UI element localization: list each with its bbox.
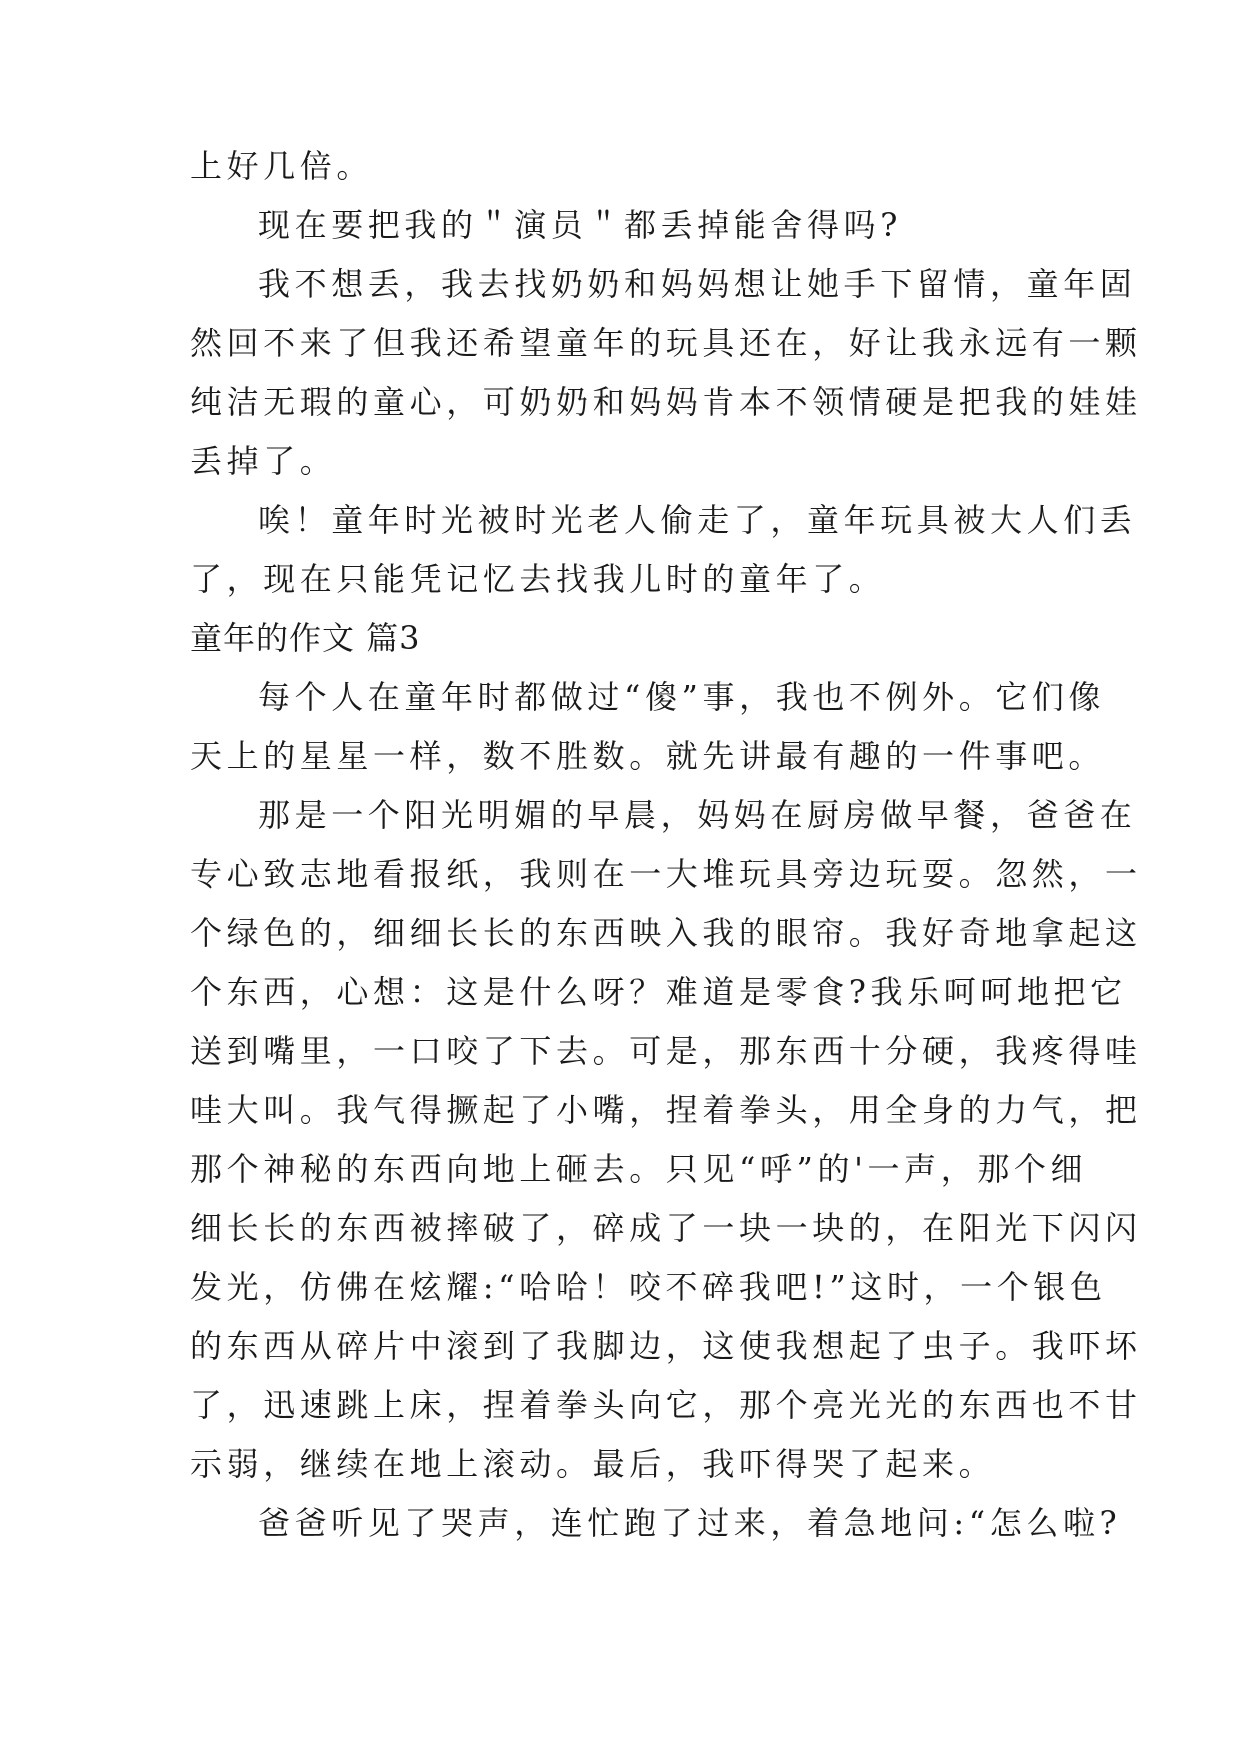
section-heading: 童年的作文 篇3 bbox=[190, 619, 421, 657]
text-line: 丢掉了。 bbox=[190, 442, 337, 480]
paragraph-first-line: 现在要把我的＂演员＂都丢掉能舍得吗? bbox=[258, 206, 902, 244]
paragraph-first-line: 唉！童年时光被时光老人偷走了，童年玩具被大人们丢 bbox=[258, 501, 1137, 539]
paragraph-first-line: 那是一个阳光明媚的早晨，妈妈在厨房做早餐，爸爸在 bbox=[258, 796, 1137, 834]
text-line: 的东西从碎片中滚到了我脚边，这使我想起了虫子。我吓坏 bbox=[190, 1327, 1142, 1365]
text-line: 发光，仿佛在炫耀:“哈哈！咬不碎我吧!”这时，一个银色 bbox=[190, 1268, 1107, 1306]
text-line: 了，现在只能凭记忆去找我儿时的童年了。 bbox=[190, 560, 886, 598]
text-line: 上好几倍。 bbox=[190, 147, 374, 185]
text-line: 送到嘴里，一口咬了下去。可是，那东西十分硬，我疼得哇 bbox=[190, 1032, 1142, 1070]
text-line: 专心致志地看报纸，我则在一大堆玩具旁边玩耍。忽然，一 bbox=[190, 855, 1142, 893]
paragraph-first-line: 我不想丢，我去找奶奶和妈妈想让她手下留情，童年固 bbox=[258, 265, 1137, 303]
text-line: 细长长的东西被摔破了，碎成了一块一块的，在阳光下闪闪 bbox=[190, 1209, 1142, 1247]
text-line: 个东西，心想：这是什么呀？难道是零食?我乐呵呵地把它 bbox=[190, 973, 1127, 1011]
text-line: 然回不来了但我还希望童年的玩具还在，好让我永远有一颗 bbox=[190, 324, 1142, 362]
paragraph-first-line: 每个人在童年时都做过“傻”事，我也不例外。它们像 bbox=[258, 678, 1106, 716]
text-line: 哇大叫。我气得撅起了小嘴，捏着拳头，用全身的力气，把 bbox=[190, 1091, 1142, 1129]
text-line: 天上的星星一样，数不胜数。就先讲最有趣的一件事吧。 bbox=[190, 737, 1106, 775]
paragraph-first-line: 爸爸听见了哭声，连忙跑了过来，着急地问:“怎么啦? bbox=[258, 1504, 1122, 1542]
text-line: 那个神秘的东西向地上砸去。只见“呼”的'一声，那个细 bbox=[190, 1150, 1088, 1188]
text-line: 纯洁无瑕的童心，可奶奶和妈妈肯本不领情硬是把我的娃娃 bbox=[190, 383, 1142, 421]
text-line: 示弱，继续在地上滚动。最后，我吓得哭了起来。 bbox=[190, 1445, 996, 1483]
text-line: 了，迅速跳上床，捏着拳头向它，那个亮光光的东西也不甘 bbox=[190, 1386, 1142, 1424]
text-line: 个绿色的，细细长长的东西映入我的眼帘。我好奇地拿起这 bbox=[190, 914, 1142, 952]
